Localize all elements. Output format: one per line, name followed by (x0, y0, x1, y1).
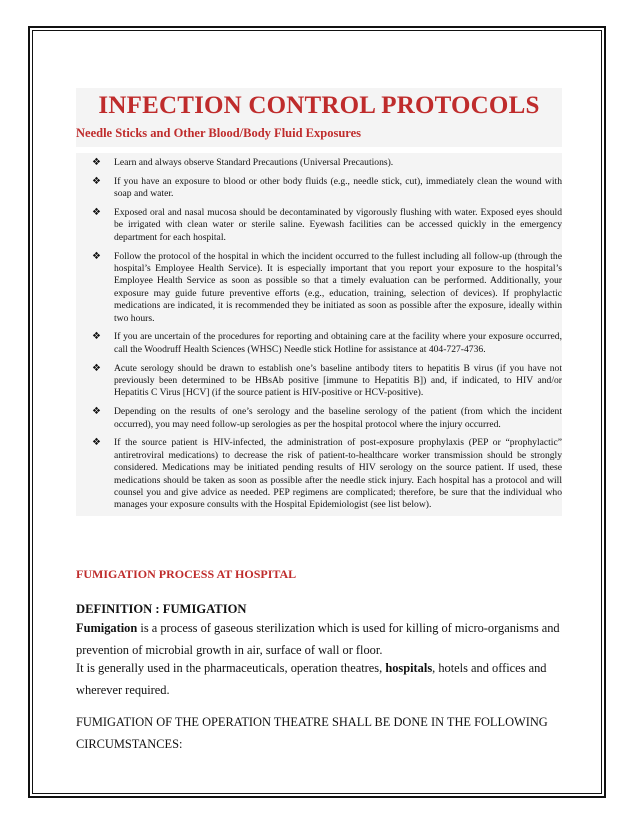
list-item-text: Exposed oral and nasal mucosa should be decontaminated by vigorously flushing with water. Exposed eyes should be irrigated with clean water or sterile saline. Eyewash facilities can be accessed quickly in the emergency department for each hospital. (114, 207, 562, 243)
diamond-bullet-icon: ❖ (92, 362, 101, 374)
title-band (76, 88, 562, 147)
list-item (92, 176, 562, 201)
protocol-bullet-list (76, 153, 562, 516)
definition-paragraph (76, 617, 562, 661)
list-item-text: Learn and always observe Standard Precautions (Universal Precautions). (114, 157, 394, 168)
diamond-bullet-icon: ❖ (92, 157, 101, 168)
fumigation-heading: FUMIGATION PROCESS AT HOSPITAL (76, 567, 297, 581)
list-item-text: If you have an exposure to blood or other body fluids (e.g., needle stick, cut), immediately clean the wound with soap and water. (114, 175, 562, 200)
section-subtitle: Needle Sticks and Other Blood/Body Fluid Exposures (76, 126, 362, 140)
list-item-text: Follow the protocol of the hospital in which the incident occurred to the fullest including all follow-up (through the hospital’s Employee Health Service). It is especially important that you report your exposure to the hospital’s Employee Health Service as soon as possible so that a timely evaluation can be performed. Additionally, your exposure may guide future preventive efforts (e.g., education, training, selection of devices). If prophylactic medications are indicated, it is recommended they be initiated as soon as possible after the exposure, ideally within two hours. (114, 250, 562, 324)
list-item-text: Depending on the results of one’s serology and the baseline serology of the patient (from which the incident occurred), you may need follow-up serologies as per the hospital protocol where the injury occurred. (114, 406, 562, 430)
list-item-text: Acute serology should be drawn to establish one’s baseline antibody titers to hepatitis B virus (if you have not previously been determined to be HBsAb positive [immune to Hepatitis B]) and, if indicated, to HIV and/or Hepatitis C Virus [HCV] (if the source patient is HIV-positive or HCV-positive). (114, 362, 562, 399)
usage-text-before: It is generally used in the pharmaceuticals, operation theatres, (76, 661, 386, 675)
circumstances-paragraph: FUMIGATION OF THE OPERATION THEATRE SHALL BE DONE IN THE FOLLOWING CIRCUMSTANCES: (76, 715, 548, 751)
list-item-text: If you are uncertain of the procedures for reporting and obtaining care at the facility where your exposure occurred, call the Woodruff Health Sciences (WHSC) Needle stick Hotline for assistance at 404-727-4736. (114, 331, 562, 355)
diamond-bullet-icon: ❖ (92, 250, 101, 262)
list-item (92, 406, 562, 431)
diamond-bullet-icon: ❖ (92, 331, 101, 343)
diamond-bullet-icon: ❖ (92, 207, 101, 218)
usage-paragraph (76, 657, 562, 701)
list-item (92, 437, 562, 511)
list-item (92, 251, 562, 325)
list-item (92, 331, 562, 356)
usage-text-bold: hospitals (385, 661, 433, 675)
protocol-section (76, 88, 562, 516)
usage-text-after: , hotels and offices and wherever required. (76, 661, 547, 697)
page-title: INFECTION CONTROL PROTOCOLS (98, 92, 540, 119)
list-item-text: If the source patient is HIV-infected, the administration of post-exposure prophylaxis (PEP or “prophylactic” antiretroviral medications) to decrease the risk of patient-to-healthcare worker transmission should be strongly considered. Medications may be initiated pending results of HIV serology on the source patient. If used, these medications should be taken as soon as possible after the needle stick injury. Each hospital has a protocol and will counsel you and give advice as needed. PEP regimens are complicated; therefore, be sure that the individual who manages your exposure consults with the Hospital Epidemiologist (see list below). (114, 437, 562, 511)
definition-text: is a process of gaseous sterilization which is used for killing of micro-organisms and prevention of microbial growth in air, surface of wall or floor. (76, 621, 560, 657)
definition-heading: DEFINITION : FUMIGATION (76, 602, 247, 616)
list-item (92, 207, 562, 244)
diamond-bullet-icon: ❖ (92, 175, 101, 187)
list-item (92, 157, 562, 169)
diamond-bullet-icon: ❖ (92, 406, 101, 418)
diamond-bullet-icon: ❖ (92, 437, 101, 449)
list-item (92, 363, 562, 400)
definition-term: Fumigation (76, 621, 138, 635)
